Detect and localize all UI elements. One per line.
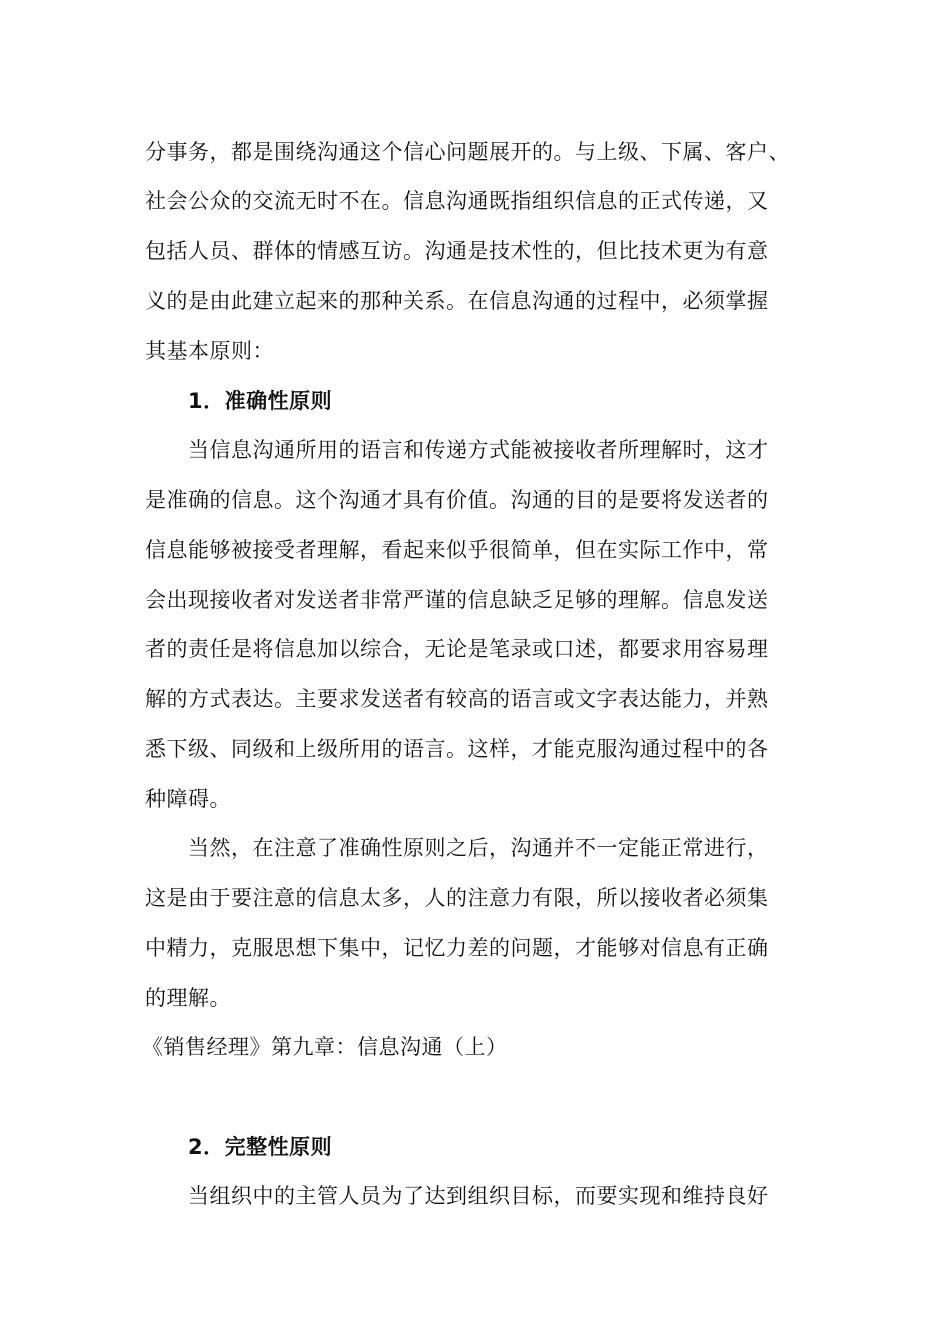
paragraph-line: 信息能够被接受者理解，看起来似乎很简单，但在实际工作中，常 (145, 538, 769, 562)
paragraph-line: 解的方式表达。主要求发送者有较高的语言或文字表达能力，并熟 (145, 687, 769, 711)
paragraph-line: 当组织中的主管人员为了达到组织目标，而要实现和维持良好 (188, 1184, 769, 1208)
paragraph-line: 种障碍。 (145, 787, 231, 811)
paragraph-line: 社会公众的交流无时不在。信息沟通既指组织信息的正式传递，又 (145, 189, 769, 213)
paragraph-line: 分事务，都是围绕沟通这个信心问题展开的。与上级、下属、客户、 (145, 140, 790, 164)
paragraph-line: 者的责任是将信息加以综合，无论是笔录或口述，都要求用容易理 (145, 637, 769, 661)
paragraph-line: 是准确的信息。这个沟通才具有价值。沟通的目的是要将发送者的 (145, 488, 769, 512)
paragraph-line: 包括人员、群体的情感互访。沟通是技术性的，但比技术更为有意 (145, 239, 769, 263)
section-heading-accuracy: 1．准确性原则 (188, 389, 333, 413)
paragraph-line: 这是由于要注意的信息太多，人的注意力有限，所以接收者必须集 (145, 886, 769, 910)
paragraph-line: 义的是由此建立起来的那种关系。在信息沟通的过程中，必须掌握 (145, 289, 769, 313)
paragraph-line: 悉下级、同级和上级所用的语言。这样，才能克服沟通过程中的各 (145, 737, 769, 761)
paragraph-line: 当信息沟通所用的语言和传递方式能被接收者所理解时，这才 (188, 438, 769, 462)
paragraph-line: 会出现接收者对发送者非常严谨的信息缺乏足够的理解。信息发送 (145, 588, 769, 612)
section-heading-completeness: 2．完整性原则 (188, 1135, 333, 1159)
paragraph-line: 的理解。 (145, 986, 231, 1010)
paragraph-line: 其基本原则： (145, 339, 274, 363)
chapter-footer: 《销售经理》第九章：信息沟通（上） (142, 1035, 508, 1059)
paragraph-line: 中精力，克服思想下集中，记忆力差的问题，才能够对信息有正确 (145, 936, 769, 960)
paragraph-line: 当然，在注意了准确性原则之后，沟通并不一定能正常进行， (188, 836, 769, 860)
